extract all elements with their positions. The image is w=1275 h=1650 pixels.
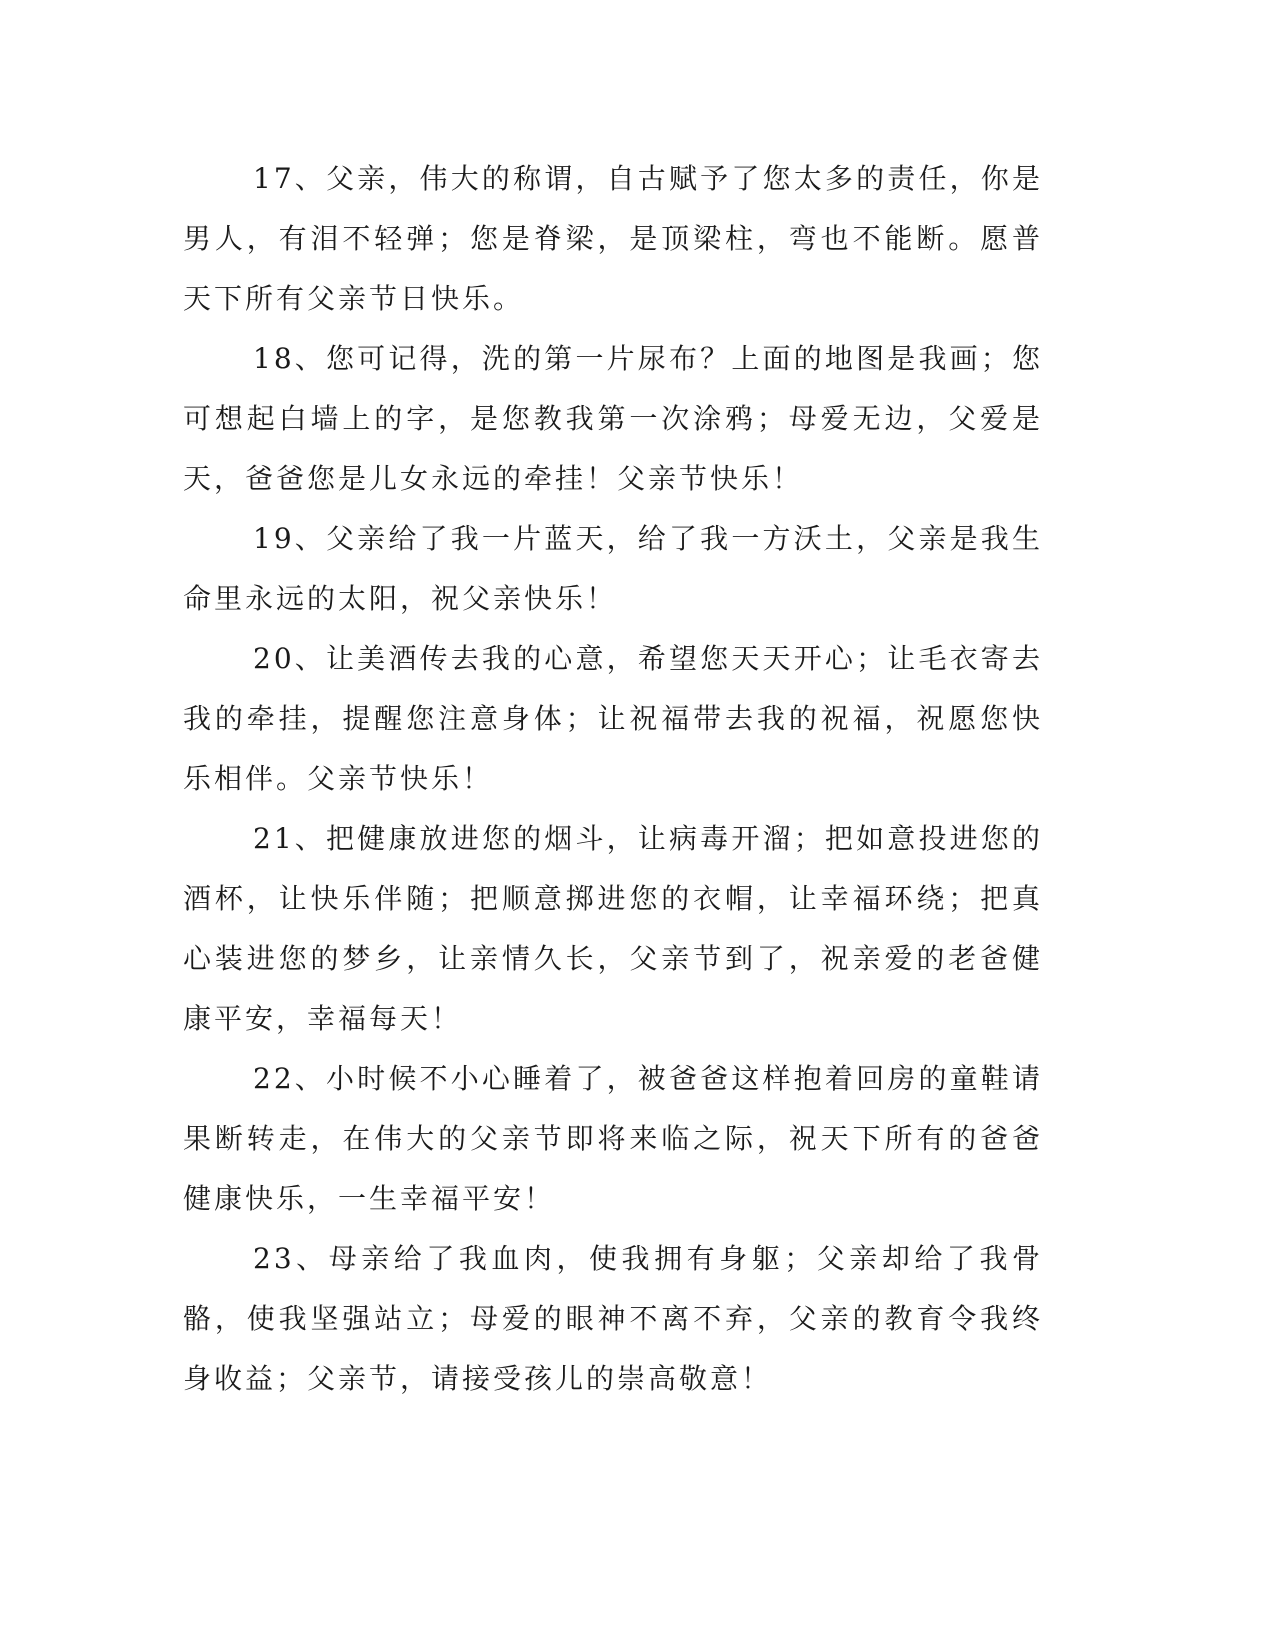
document-body bbox=[183, 149, 1043, 1409]
paragraph-17: 17、父亲，伟大的称谓，自古赋予了您太多的责任，你是男人，有泪不轻弹；您是脊梁，是顶梁柱，弯也不能断。愿普天下所有父亲节日快乐。 bbox=[183, 162, 1043, 315]
paragraph-22: 22、小时候不小心睡着了，被爸爸这样抱着回房的童鞋请果断转走，在伟大的父亲节即将来临之际，祝天下所有的爸爸健康快乐，一生幸福平安！ bbox=[183, 1062, 1043, 1215]
paragraph-19: 19、父亲给了我一片蓝天，给了我一方沃土，父亲是我生命里永远的太阳，祝父亲快乐！ bbox=[183, 522, 1043, 615]
paragraph-20: 20、让美酒传去我的心意，希望您天天开心；让毛衣寄去我的牵挂，提醒您注意身体；让祝福带去我的祝福，祝愿您快乐相伴。父亲节快乐！ bbox=[183, 642, 1043, 795]
paragraph-21: 21、把健康放进您的烟斗，让病毒开溜；把如意投进您的酒杯，让快乐伴随；把顺意掷进您的衣帽，让幸福环绕；把真心装进您的梦乡，让亲情久长，父亲节到了，祝亲爱的老爸健康平安，幸福每天！ bbox=[183, 822, 1043, 1035]
paragraph-23: 23、母亲给了我血肉，使我拥有身躯；父亲却给了我骨骼，使我坚强站立；母爱的眼神不离不弃，父亲的教育令我终身收益；父亲节，请接受孩儿的崇高敬意！ bbox=[183, 1242, 1043, 1395]
paragraph-18: 18、您可记得，洗的第一片尿布？上面的地图是我画；您可想起白墙上的字，是您教我第一次涂鸦；母爱无边，父爱是天，爸爸您是儿女永远的牵挂！父亲节快乐！ bbox=[183, 342, 1043, 495]
